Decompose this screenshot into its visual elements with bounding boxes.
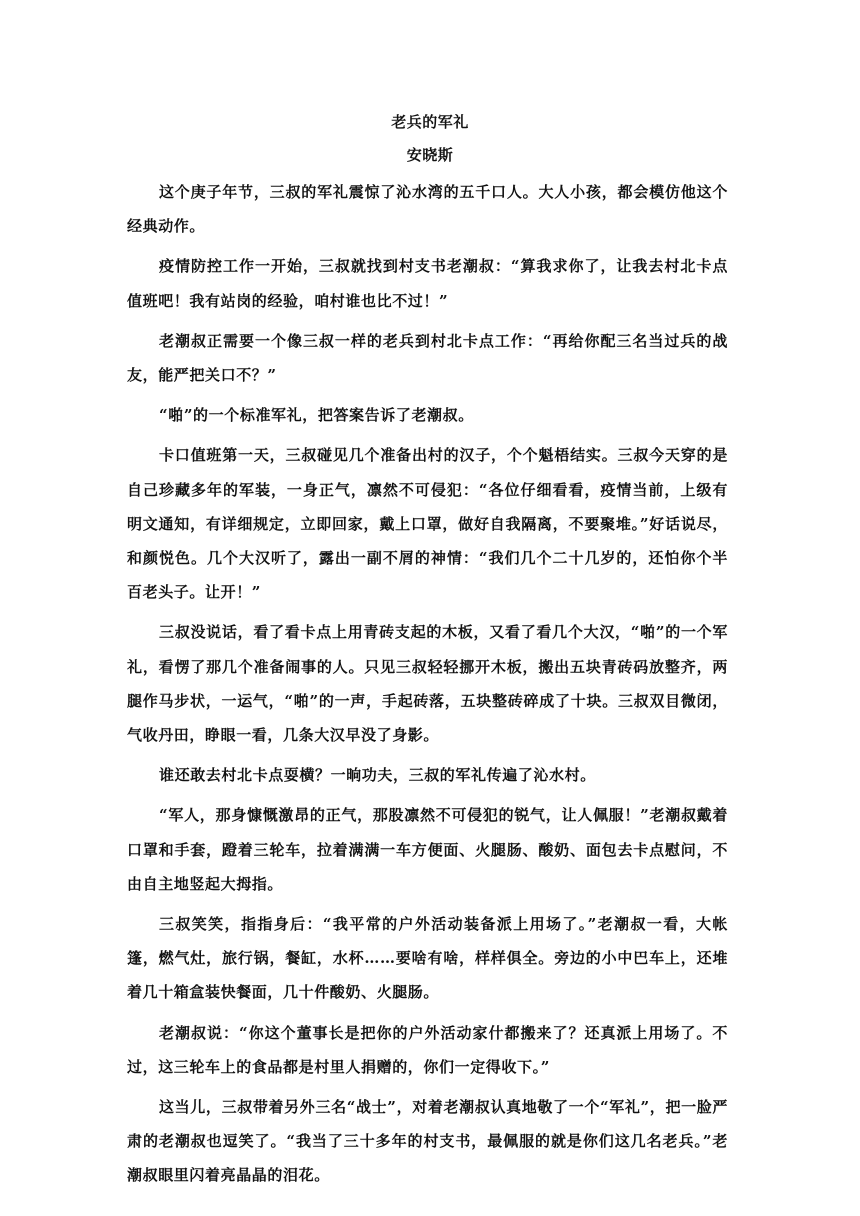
article-title: 老兵的军礼 bbox=[391, 113, 469, 131]
paragraph-1: 这个庚子年节，三叔的军礼震惊了沁水湾的五千口人。大人小孩，都会模仿他这个经典动作。 bbox=[127, 183, 728, 236]
paragraph-11: 这当儿，三叔带着另外三名“战士”，对着老潮叔认真地敬了一个“军礼”，把一脸严肃的老潮叔也逗笑了。“我当了三十多年的村支书，最佩服的就是你们这几名老兵。”老潮叔眼里闪着亮晶晶的泪花。 bbox=[127, 1098, 728, 1185]
paragraph-5: 卡口值班第一天，三叔碰见几个准备出村的汉子，个个魁梧结实。三叔今天穿的是自己珍藏多年的军装，一身正气，凛然不可侵犯：“各位仔细看看，疫情当前，上级有明文通知，有详细规定，立即回家，戴上口罩，做好自我隔离，不要聚堆。”好话说尽，和颜悦色。几个大汉听了，露出一副不屑的神情：“我们几个二十几岁的，还怕你个半百老头子。让开！” bbox=[127, 446, 728, 602]
paragraph-7: 谁还敢去村北卡点耍横？一晌功夫，三叔的军礼传遍了沁水村。 bbox=[159, 766, 596, 785]
paragraph-3: 老潮叔正需要一个像三叔一样的老兵到村北卡点工作：“再给你配三名当过兵的战友，能严把关口不？” bbox=[127, 331, 728, 385]
paragraph-6: 三叔没说话，看了看卡点上用青砖支起的木板，又看了看几个大汉，“啪”的一个军礼，看愣了那几个准备闹事的人。只见三叔轻轻挪开木板，搬出五块青砖码放整齐，两腿作马步状，一运气，“啪”的一声，手起砖落，五块整砖碎成了十块。三叔双目微闭，气收丹田，睁眼一看，几条大汉早没了身影。 bbox=[127, 623, 728, 745]
paragraph-9: 三叔笑笑，指指身后：“我平常的户外活动装备派上用场了。”老潮叔一看，大帐篷，燃气灶，旅行锅，餐缸，水杯……要啥有啥，样样俱全。旁边的小中巴车上，还堆着几十箱盒装快餐面，几十件酸奶、火腿肠。 bbox=[127, 915, 728, 1002]
paragraph-10: 老潮叔说：“你这个董事长是把你的户外活动家什都搬来了？还真派上用场了。不过，这三轮车上的食品都是村里人捐赠的，你们一定得收下。” bbox=[127, 1023, 728, 1076]
paragraph-4: “啪”的一个标准军礼，把答案告诉了老潮叔。 bbox=[159, 406, 474, 425]
article-body bbox=[127, 175, 728, 1199]
paragraph-2: 疫情防控工作一开始，三叔就找到村支书老潮叔：“算我求你了，让我去村北卡点值班吧！我有站岗的经验，咱村谁也比不过！” bbox=[127, 257, 728, 310]
paragraph-8: “军人，那身慷慨激昂的正气，那股凛然不可侵犯的锐气，让人佩服！”老潮叔戴着口罩和手套，蹬着三轮车，拉着满满一车方便面、火腿肠、酸奶、面包去卡点慰问，不由自主地竖起大拇指。 bbox=[127, 806, 728, 893]
article-author: 安晓斯 bbox=[406, 146, 454, 164]
